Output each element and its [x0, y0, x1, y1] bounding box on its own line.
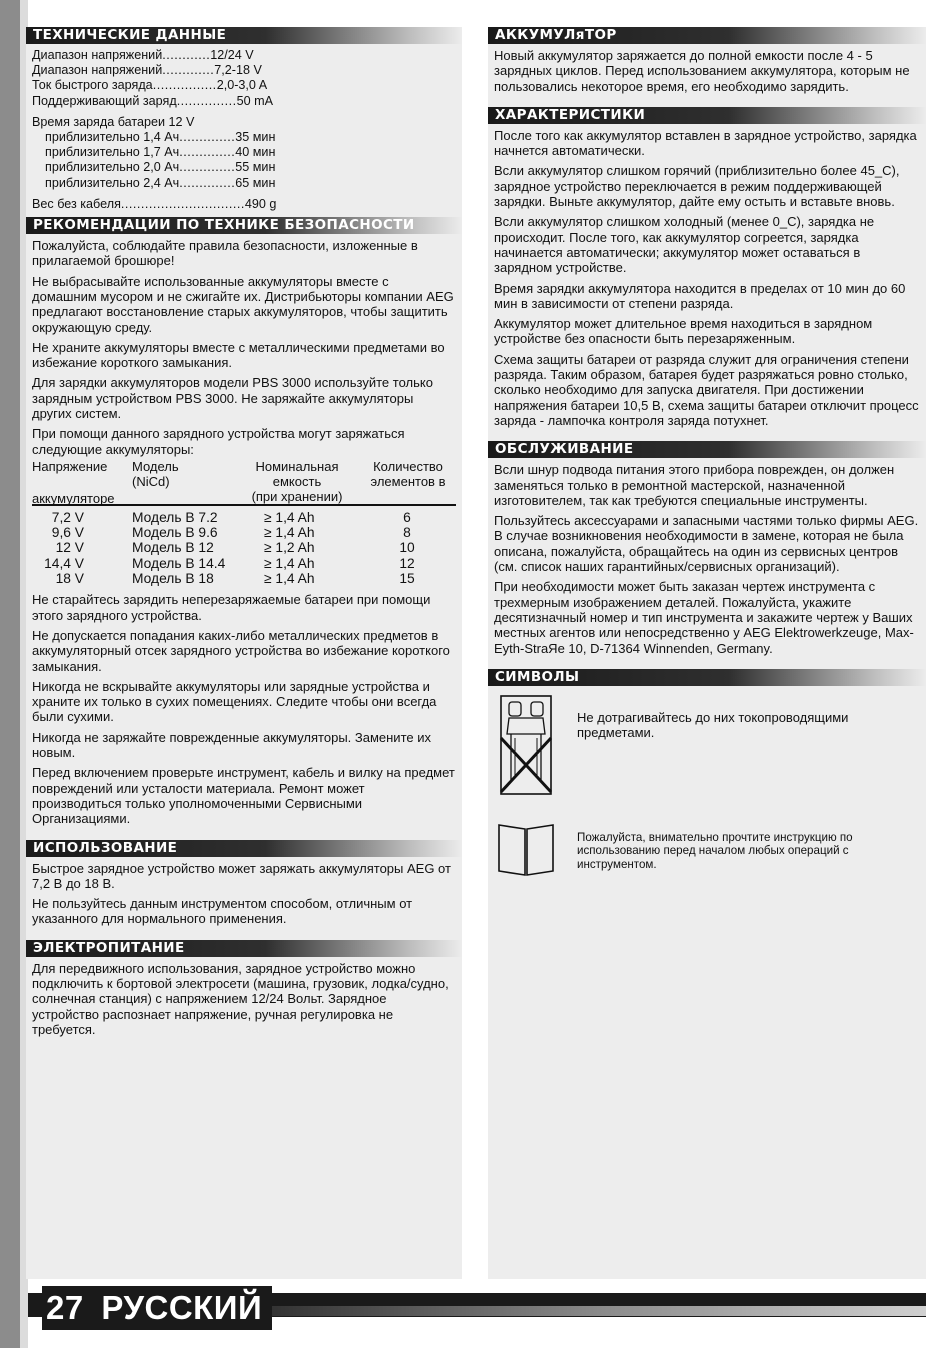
- paragraph: После того как аккумулятор вставлен в зарядное устройство, зарядка начнется автоматически.: [494, 127, 917, 159]
- battery-header: АККУМУЛяТОР: [488, 27, 926, 44]
- spec-row: Диапазон напряжений ............ 12/24 V: [32, 48, 254, 62]
- safety-body: [26, 238, 462, 827]
- paragraph: Для зарядки аккумуляторов модели PBS 3000 используйте только зарядным устройством PBS 3000. Не заряжайте аккумуляторы других систем.: [32, 375, 433, 421]
- table-header: [32, 459, 456, 506]
- table-row: 14,4 V Модель B 14.4 ≥ 1,4 Ah 12: [44, 555, 415, 571]
- paragraph: Пожалуйста, соблюдайте правила безопасности, изложенные в прилагаемой брошюре!: [32, 238, 418, 269]
- symbols-header: СИМВОЛЫ: [488, 669, 926, 686]
- battery-table: [32, 459, 456, 586]
- col-count: Количество элементов в: [370, 458, 446, 489]
- paragraph: Время зарядки аккумулятора находится в пределах от 10 мин до 60 мин в зависимости от степени разряда.: [494, 280, 906, 311]
- features-body: [488, 128, 926, 428]
- spec-row: Диапазон напряжений ............. 7,2-18 V: [32, 63, 262, 78]
- paragraph: Не пользуйтесь данным инструментом способом, отличным от указанного для нормального применения.: [32, 896, 413, 927]
- symbol-read-manual: [488, 821, 926, 882]
- power-header: ЭЛЕКТРОПИТАНИЕ: [26, 940, 462, 957]
- left-column: [26, 27, 462, 1042]
- paragraph: Перед включением проверьте инструмент, кабель и вилку на предмет повреждений или усталости материала. Ремонт может производиться только уполномоченными Сервисными Организациями.: [32, 765, 455, 827]
- usage-header: ИСПОЛЬЗОВАНИЕ: [26, 840, 462, 857]
- footer-stripe: [272, 1306, 926, 1316]
- usage-body: [26, 861, 462, 927]
- paragraph: Всли шнур подвода питания этого прибора поврежден, он должен заменяться только в ремонтной мастерской, назначенной изготовителем, так как требуются специальные инструменты.: [494, 462, 895, 508]
- safety-header: РЕКОМЕНДАЦИИ ПО ТЕХНИКЕ БЕЗОПАСНОСТИ: [26, 217, 462, 234]
- paragraph: Не старайтесь зарядить неперезаряжаемые батареи при помощи этого зарядного устройства.: [32, 592, 431, 623]
- symbol-no-touch: [488, 694, 926, 801]
- paragraph: Схема защиты батареи от разряда служит для ограничения степени разряда. Таким образом, батарея будет разряжаться ровно столько, сколько необходимо для запуска двигателя. При достижении напряжения батареи 10,5 В, схема защиты батареи отключит процесс заряда - лампочка контроля заряда потухнет.: [494, 351, 919, 428]
- paragraph: Быстрое зарядное устройство может заряжать аккумуляторы AEG от 7,2 В до 18 В.: [32, 860, 451, 891]
- col-voltage: Напряжение: [32, 458, 108, 474]
- paragraph: При помощи данного зарядного устройства могут заряжаться следующие аккумуляторы:: [32, 426, 405, 457]
- col-model: Модель (NiCd): [132, 458, 179, 489]
- table-row: 9,6 V Модель B 9.6 ≥ 1,4 Ah 8: [51, 525, 411, 541]
- charge-time-title: Время заряда батареи 12 V: [32, 114, 195, 129]
- charge-row: приблизительно 2,0 Ач .............. 55 мин: [45, 160, 276, 175]
- paragraph: Не храните аккумуляторы вместе с металлическими предметами во избежание короткого замыкания.: [32, 339, 445, 371]
- paragraph: Всли аккумулятор слишком холодный (менее 0_C), зарядка не происходит. После того, как аккумулятор согреется, зарядка начинается автоматически; аккумулятор может оставаться в зарядном устройстве.: [494, 214, 875, 276]
- service-body: [488, 462, 926, 656]
- paragraph: Никогда не вскрывайте аккумуляторы или зарядные устройства и храните их только в сухих помещениях. Следите чтобы они всегда были сухими.: [32, 678, 437, 725]
- language-label: РУССКИЙ: [101, 1289, 263, 1326]
- paragraph: Никогда не заряжайте поврежденные аккумуляторы. Замените их новым.: [32, 729, 431, 761]
- paragraph: Пользуйтесь аксессуарами и запасными частями только фирмы AEG. В случае возникновения необходимости в замене, которая не была описана, пожалуйста, обращайтесь на один из сервисных центров (см. список наших гарантийных/сервисных организаций).: [494, 513, 919, 575]
- tech-data-list: [26, 48, 462, 212]
- no-metal-objects-icon: [495, 694, 559, 801]
- paragraph: При необходимости может быть заказан чертеж инструмента с трехмерным изображением деталей. Пожалуйста, укажите десятизначный номер и тип инструмента и закажите чертеж у Ваших местных агентов или непосредственно у AEG Elektrowerkzeuge, Max-Eyth-StraЯe 10, D-71364 Winnenden, Germany.: [494, 579, 914, 656]
- page-number: 27: [46, 1289, 84, 1326]
- table-row: 12 V Модель B 12 ≥ 1,2 Ah 10: [55, 540, 415, 556]
- paragraph: Не выбрасывайте использованные аккумуляторы вместе с домашним мусором и не сжигайте их. Дистрибьюторы компании AEG предлагают восстановление старых аккумуляторов, чтобы защитить окружающую среду.: [32, 273, 454, 335]
- power-body: [26, 961, 462, 1037]
- col-capacity: Номинальная емкость (при хранении): [251, 458, 343, 504]
- tech-data-header: ТЕХНИЧЕСКИЕ ДАННЫЕ: [26, 27, 462, 44]
- features-header: ХАРАКТЕРИСТИКИ: [488, 107, 926, 124]
- table-row: 7,2 V Модель B 7.2 ≥ 1,4 Ah 6: [51, 509, 411, 525]
- charge-row: приблизительно 2,4 Ач .............. 65 мин: [45, 175, 276, 190]
- spec-row: Поддерживающий заряд ............... 50 mA: [32, 93, 274, 108]
- table-row: 18 V Модель B 18 ≥ 1,4 Ah 15: [55, 571, 415, 587]
- read-manual-icon: [495, 821, 559, 882]
- page-footer-title: [42, 1286, 272, 1330]
- page-edge: [0, 0, 20, 1348]
- paragraph: Всли аккумулятор слишком горячий (приблизительно более 45_C), зарядное устройство переключается в режим поддерживающей зарядки. Выньте аккумулятор, дайте ему остыть и вставьте вновь.: [494, 163, 900, 210]
- right-column: [488, 27, 926, 892]
- battery-body: [488, 48, 926, 94]
- paragraph: Не допускается попадания каких-либо металлических предметов в аккумуляторный отсек зарядного устройства во избежание короткого замыкания.: [32, 627, 450, 674]
- paragraph: Аккумулятор может длительное время находиться в зарядном устройстве без опасности быть перезаряженным.: [494, 316, 873, 347]
- symbol-text: Не дотрагивайтесь до них токопроводящими предметами.: [577, 709, 849, 741]
- col-tail: аккумуляторе: [32, 490, 115, 506]
- charge-row: приблизительно 1,7 Ач .............. 40 мин: [45, 145, 276, 160]
- charge-row: приблизительно 1,4 Ач .............. 35 мин: [45, 130, 276, 145]
- paragraph: Новый аккумулятор заряжается до полной емкости после 4 - 5 зарядных циклов. Перед использованием аккумулятора, которым не пользовались некоторое время, его необходимо зарядить.: [494, 48, 910, 94]
- spec-row: Ток быстрого заряда ................ 2,0-3,0 A: [32, 78, 268, 93]
- paragraph: Для передвижного использования, зарядное устройство можно подключить к бортовой электросети (машина, грузовик, лодка/судно, солнечная станция) с напряжением 12/24 Вольт. Зарядное устройство распознает напряжение, ручная регулировка не требуется.: [32, 960, 449, 1037]
- service-header: ОБСЛУЖИВАНИЕ: [488, 441, 926, 458]
- symbol-text: Пожалуйста, внимательно прочтите инструкцию по использованию перед началом любых операций с инструментом.: [577, 830, 853, 871]
- weight-row: Вес без кабеля ............................... 490 g: [32, 196, 277, 211]
